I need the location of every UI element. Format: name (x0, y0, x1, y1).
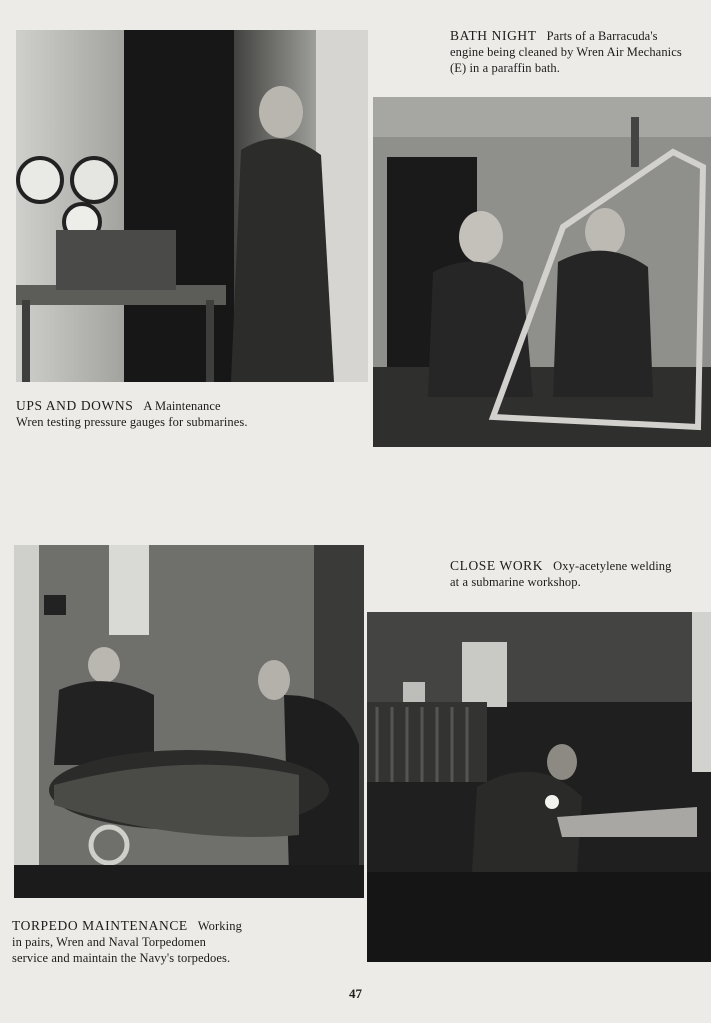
caption-text: Wren testing pressure gauges for submarines. (16, 415, 248, 429)
caption-text: in pairs, Wren and Naval Torpedomen (12, 935, 206, 949)
caption-text: Oxy-acetylene welding (553, 559, 672, 573)
caption-text: (E) in a paraffin bath. (450, 61, 561, 75)
caption-title: BATH NIGHT (450, 28, 537, 43)
caption-bath-night (450, 28, 711, 76)
caption-text: Parts of a Barracuda's (546, 29, 658, 43)
caption-title: CLOSE WORK (450, 558, 544, 573)
photo-paraffin-bath (373, 97, 711, 447)
caption-title: UPS AND DOWNS (16, 398, 134, 413)
caption-text: A Maintenance (143, 399, 221, 413)
photo-torpedo (14, 545, 364, 898)
caption-torpedo-maintenance (12, 918, 364, 966)
caption-text: engine being cleaned by Wren Air Mechanics (450, 45, 682, 59)
caption-text: service and maintain the Navy's torpedoes. (12, 951, 231, 965)
photo-pressure-gauges (16, 30, 368, 382)
caption-ups-and-downs (16, 398, 368, 430)
caption-text: at a submarine workshop. (450, 575, 581, 589)
caption-text: Working (197, 919, 242, 933)
photo-welding (367, 612, 711, 962)
caption-title: TORPEDO MAINTENANCE (12, 918, 188, 933)
page-number: 47 (349, 986, 362, 1001)
caption-close-work (450, 558, 711, 590)
